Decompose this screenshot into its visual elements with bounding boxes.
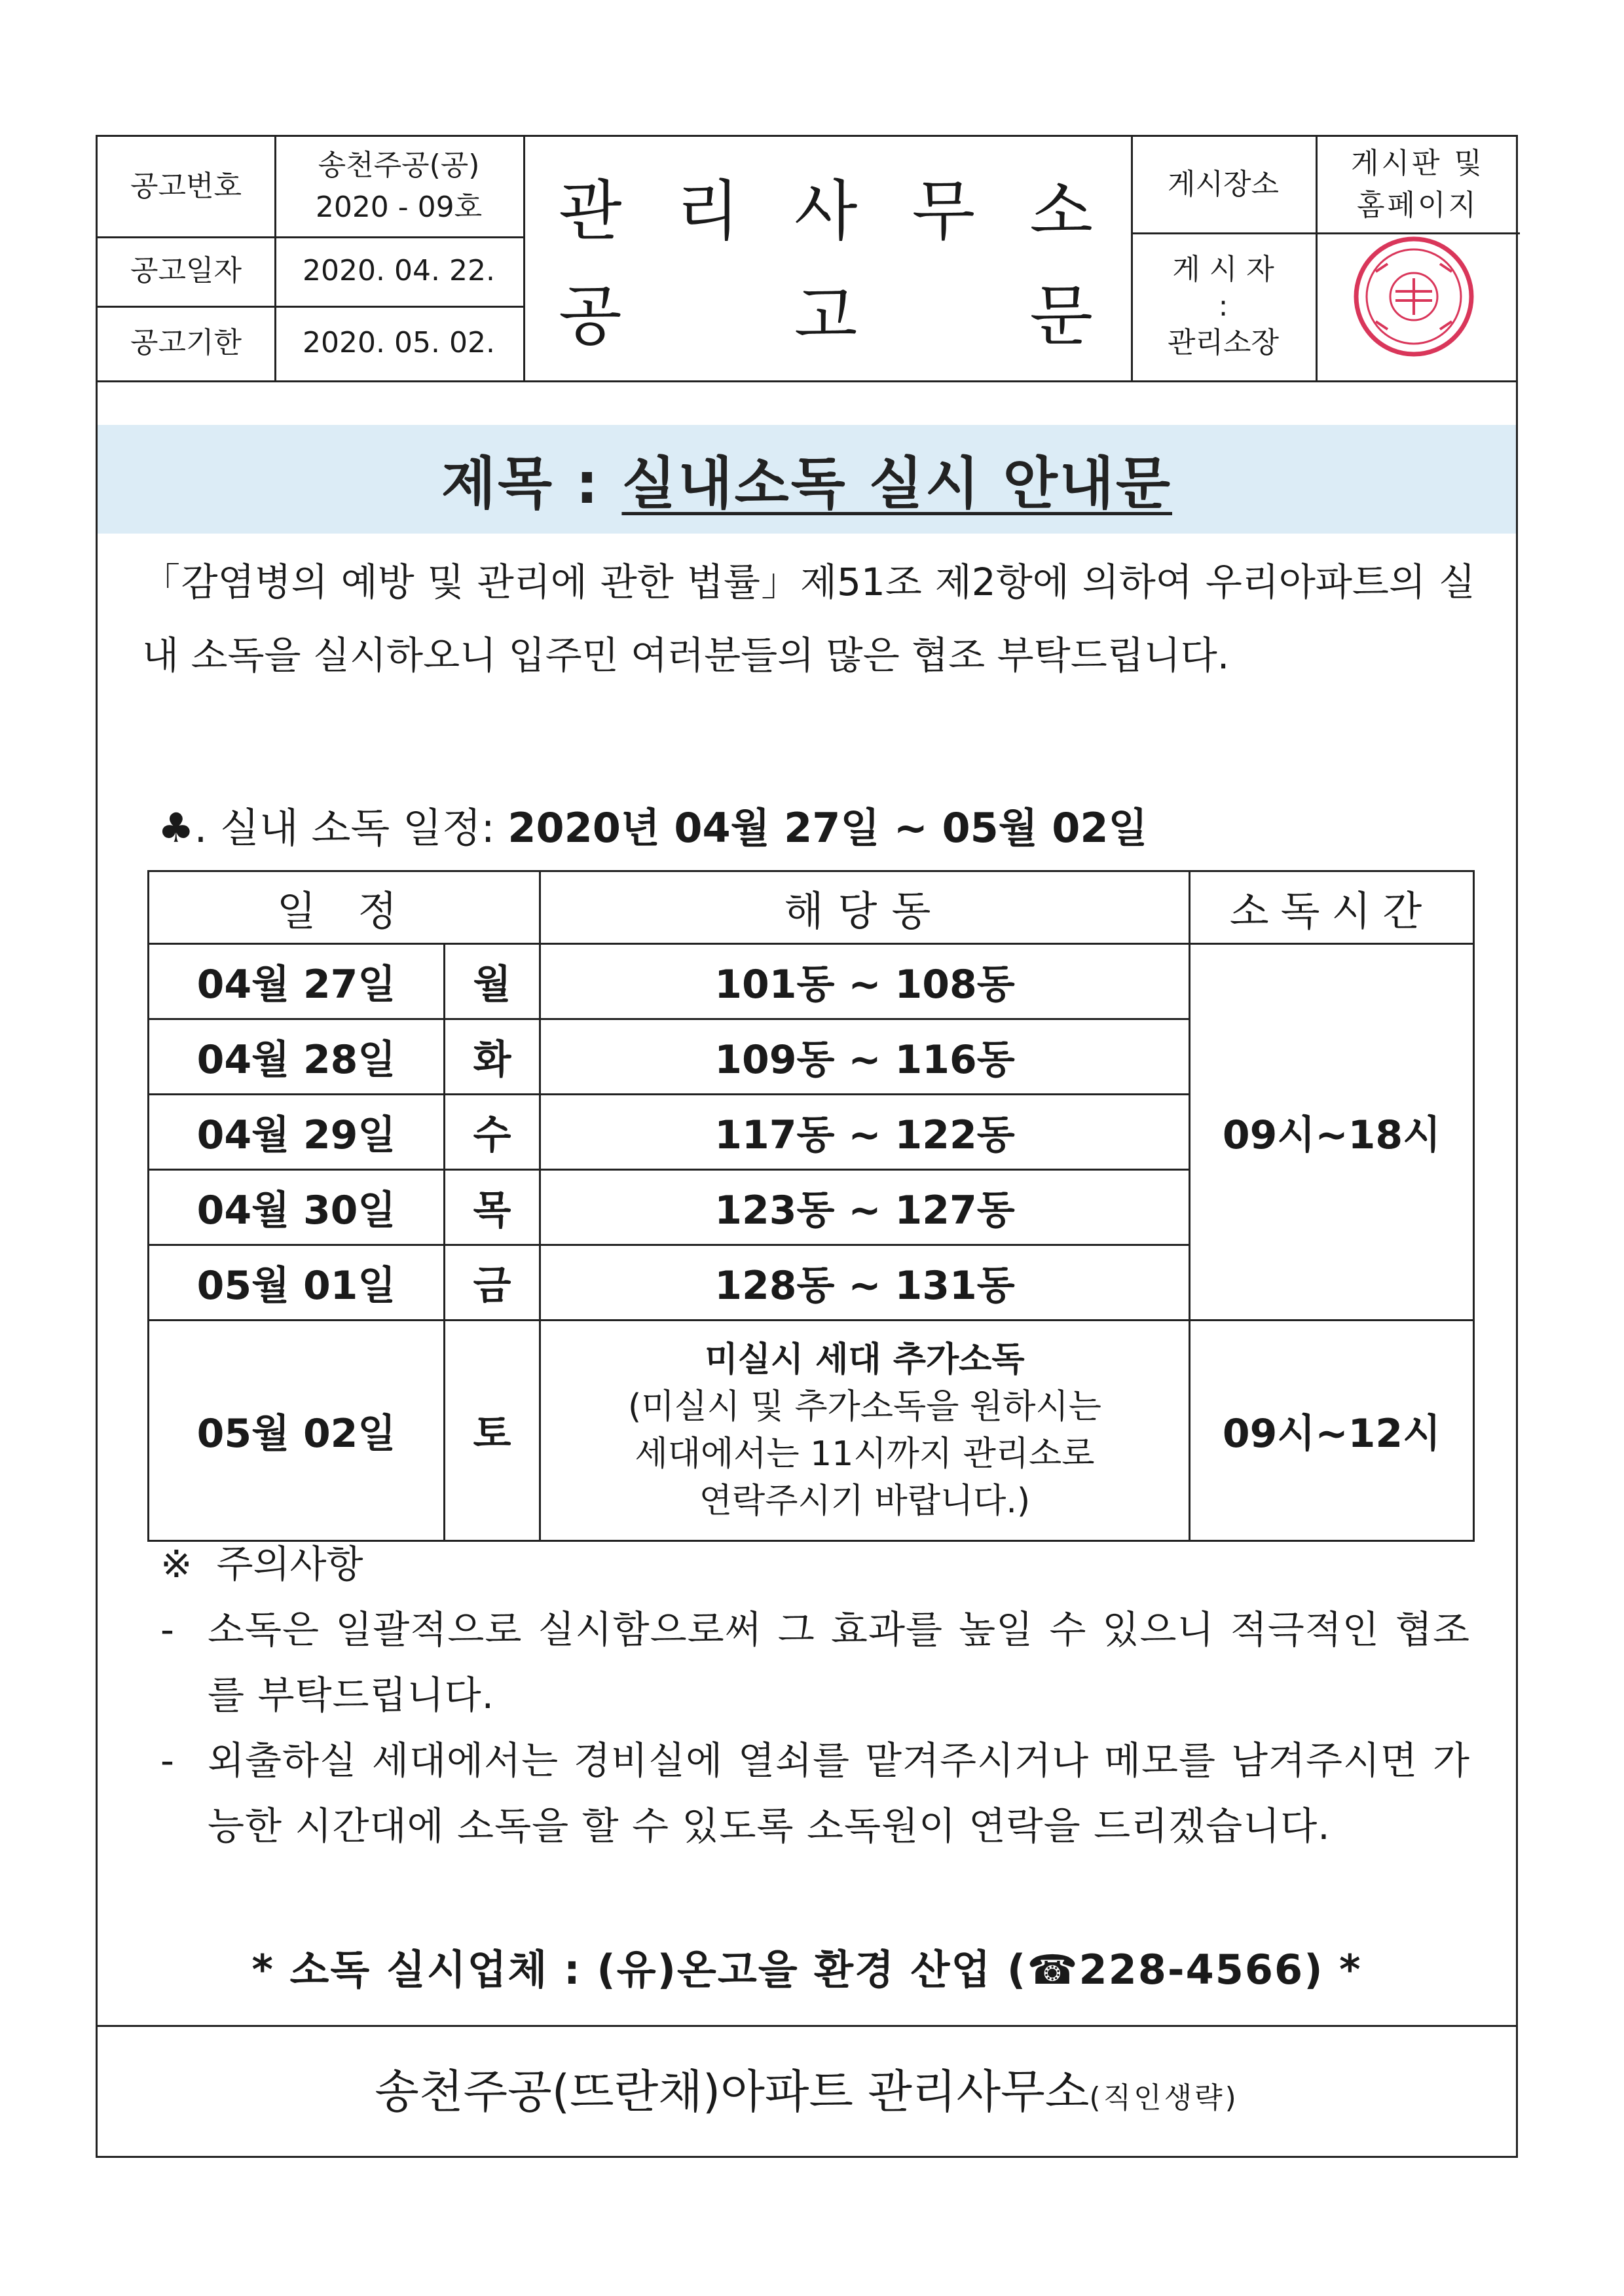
row-day: 목 bbox=[445, 1170, 540, 1245]
official-seal-stamp bbox=[1350, 232, 1478, 361]
notice-word: 공 고 문 bbox=[559, 278, 1096, 354]
poster-label-colon: : bbox=[1218, 289, 1228, 323]
row-buildings: 128동 ~ 131동 bbox=[540, 1245, 1190, 1321]
posting-place-line2: 홈페이지 bbox=[1356, 189, 1479, 222]
table-row-last bbox=[149, 1321, 1474, 1541]
notice-number bbox=[274, 137, 523, 236]
schedule-range: 2020년 04월 27일 ~ 05월 02일 bbox=[507, 804, 1148, 852]
row-day: 수 bbox=[445, 1095, 540, 1170]
note-line3: 연락주시기 바랍니다.) bbox=[699, 1482, 1031, 1521]
schedule-line bbox=[158, 795, 1147, 854]
intro-paragraph: 「감염병의 예방 및 관리에 관한 법률」제51조 제2항에 의하여 우리아파트의 실내 소독을 실시하오니 입주민 여러분들의 많은 협조 부탁드립니다. bbox=[142, 560, 1475, 678]
row-buildings: 109동 ~ 116동 bbox=[540, 1019, 1190, 1095]
row-date: 04월 28일 bbox=[149, 1019, 445, 1095]
notice-date-label: 공고일자 bbox=[130, 254, 242, 287]
header-time: 소독시간 bbox=[1190, 871, 1474, 944]
precautions-heading: ※ 주의사항 bbox=[160, 1542, 363, 1586]
note-title: 미실시 세대 추가소독 bbox=[705, 1340, 1025, 1379]
footer-main: 송천주공(뜨란채)아파트 관리사무소 bbox=[375, 2065, 1090, 2119]
posting-place-line1: 게시판 및 bbox=[1350, 147, 1485, 180]
header-date: 일 정 bbox=[149, 871, 540, 944]
deadline-date: 2020. 05. 02. bbox=[303, 326, 495, 359]
precautions bbox=[160, 1531, 1470, 1859]
notice-number-line2: 2020 - 09호 bbox=[315, 191, 483, 224]
header-buildings: 해당동 bbox=[540, 871, 1190, 944]
row-day: 금 bbox=[445, 1245, 540, 1321]
poster-label-line2: 관리소장 bbox=[1167, 326, 1279, 359]
row-day: 월 bbox=[445, 944, 540, 1019]
row-date: 04월 29일 bbox=[149, 1095, 445, 1170]
time-main: 09시~18시 bbox=[1190, 944, 1474, 1321]
notice-frame bbox=[96, 135, 1518, 2158]
notice-subject bbox=[98, 438, 1516, 519]
posting-place bbox=[1316, 137, 1520, 232]
row-date: 04월 27일 bbox=[149, 944, 445, 1019]
time-last: 09시~12시 bbox=[1190, 1321, 1474, 1541]
list-dash: - bbox=[160, 1738, 174, 1783]
note-line1: (미실시 및 추가소독을 원하시는 bbox=[628, 1387, 1101, 1427]
footer-divider bbox=[98, 2025, 1516, 2027]
posting-place-label: 게시장소 bbox=[1167, 168, 1279, 201]
footer-small: (직인생략) bbox=[1089, 2081, 1239, 2115]
office-title: 관 리 사 무 소 bbox=[559, 173, 1096, 249]
footer-signature bbox=[98, 2055, 1516, 2121]
row-day: 화 bbox=[445, 1019, 540, 1095]
precaution-text: 소독은 일괄적으로 실시함으로써 그 효과를 높일 수 있으니 적극적인 협조를 부탁드립니다. bbox=[208, 1607, 1470, 1717]
row-date: 05월 01일 bbox=[149, 1245, 445, 1321]
list-dash: - bbox=[160, 1607, 174, 1652]
poster-label-line1: 게 시 자 bbox=[1172, 253, 1274, 286]
club-icon: ♣ bbox=[158, 804, 194, 852]
row-buildings: 117동 ~ 122동 bbox=[540, 1095, 1190, 1170]
subject-text: 실내소독 실시 안내문 bbox=[621, 451, 1172, 517]
poster-label bbox=[1131, 232, 1316, 380]
list-item bbox=[160, 1597, 1470, 1728]
precaution-text: 외출하실 세대에서는 경비실에 열쇠를 맡겨주시거나 메모를 남겨주시면 가능한 시간대에 소독을 할 수 있도록 소독원이 연락을 드리겠습니다. bbox=[208, 1738, 1470, 1848]
note-line2: 세대에서는 11시까지 관리소로 bbox=[635, 1434, 1095, 1474]
vendor-info: * 소독 실시업체 : (유)온고을 환경 산업 (☎228-4566) * bbox=[251, 1946, 1362, 1994]
row-day: 토 bbox=[445, 1321, 540, 1541]
schedule-label: . 실내 소독 일정: bbox=[194, 804, 508, 852]
subject-prefix: 제목 : bbox=[441, 451, 622, 517]
schedule-table bbox=[147, 870, 1475, 1542]
deadline-label: 공고기한 bbox=[130, 326, 242, 359]
row-date: 04월 30일 bbox=[149, 1170, 445, 1245]
list-item bbox=[160, 1728, 1470, 1859]
row-buildings: 101동 ~ 108동 bbox=[540, 944, 1190, 1019]
notice-date: 2020. 04. 22. bbox=[303, 254, 495, 287]
notice-header bbox=[98, 137, 1516, 382]
notice-number-label: 공고번호 bbox=[130, 170, 242, 203]
row-date: 05월 02일 bbox=[149, 1321, 445, 1541]
table-row bbox=[149, 944, 1474, 1019]
row-buildings: 123동 ~ 127동 bbox=[540, 1170, 1190, 1245]
row-note bbox=[540, 1321, 1190, 1541]
notice-number-line1: 송천주공(공) bbox=[318, 149, 480, 182]
